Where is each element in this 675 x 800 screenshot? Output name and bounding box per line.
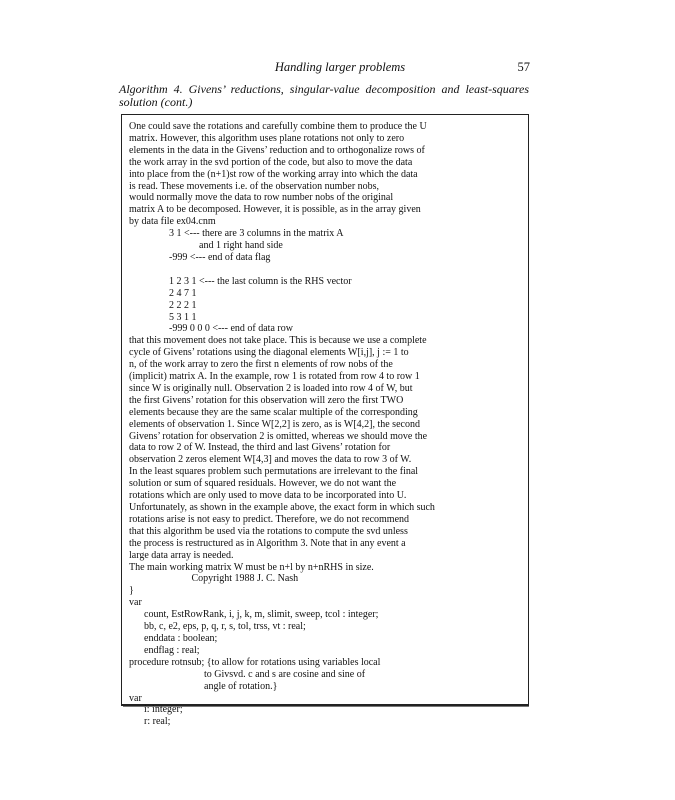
code-line: 2 2 2 1 [129, 299, 197, 311]
page-number: 57 [517, 60, 530, 74]
code-line: 1 2 3 1 <--- the last column is the RHS vector [129, 275, 352, 287]
code-line: cycle of Givens’ rotations using the diagonal elements W[i,j], j := 1 to [129, 347, 409, 359]
code-line: to Givsvd. c and s are cosine and sine of [129, 668, 366, 680]
code-line: (implicit) matrix A. In the example, row 1 is rotated from row 4 to row 1 [129, 371, 420, 383]
code-line: In the least squares problem such permutations are irrelevant to the final [129, 466, 419, 478]
code-listing [129, 121, 524, 728]
code-line: bb, c, e2, eps, p, q, r, s, tol, trss, vt : real; [129, 621, 306, 633]
code-line: elements of observation 1. Since W[2,2] is zero, as is W[4,2], the second [129, 418, 420, 430]
code-line: rotations arise is not easy to predict. Therefore, we do not recommend [129, 513, 410, 525]
code-line: the process is restructured as in Algorithm 3. Note that in any event a [129, 537, 406, 549]
code-line: elements because they are the same scalar multiple of the corresponding [129, 406, 418, 418]
code-line: by data file ex04.cnm [129, 216, 216, 228]
code-line: solution or sum of squared residuals. However, we do not want the [129, 478, 397, 490]
code-line: var [129, 597, 142, 609]
code-line: the work array in the svd portion of the code, but also to move the data [129, 156, 413, 168]
code-line: -999 <--- end of data flag [129, 251, 271, 263]
code-line: Givens’ rotation for observation 2 is omitted, whereas we should move the [129, 430, 428, 442]
code-line: One could save the rotations and carefully combine them to produce the U [129, 121, 427, 132]
code-line: Unfortunately, as shown in the example above, the exact form in which such [129, 502, 435, 513]
code-line: matrix A to be decomposed. However, it is possible, as in the array given [129, 204, 421, 216]
code-line: is read. These movements i.e. of the observation number nobs, [129, 180, 380, 192]
code-line: r: real; [129, 716, 171, 728]
algorithm-caption: Algorithm 4. Givens’ reductions, singular-value decomposition and least-squares solution (cont.) [119, 82, 529, 109]
code-line: procedure rotnsub; {to allow for rotations using variables local [129, 656, 381, 668]
code-line: data to row 2 of W. Instead, the third and last Givens’ rotation for [129, 442, 391, 454]
code-line: Copyright 1988 J. C. Nash [129, 573, 299, 585]
code-line: would normally move the data to row number nobs of the original [129, 192, 394, 204]
code-line: that this algorithm be used via the rotations to compute the svd unless [129, 525, 408, 537]
running-title: Handling larger problems [274, 60, 406, 74]
code-line: that this movement does not take place. This is because we use a complete [129, 335, 427, 347]
code-line: -999 0 0 0 <--- end of data row [129, 323, 293, 335]
code-line: n, of the work array to zero the first n elements of row nobs of the [129, 359, 393, 371]
code-line: } [129, 585, 134, 597]
code-line: count, EstRowRank, i, j, k, m, slimit, sweep, tcol : integer; [129, 609, 379, 621]
code-line: var [129, 692, 142, 704]
code-line: rotations which are only used to move data to be incorporated into U. [129, 490, 407, 502]
code-line: enddata : boolean; [129, 632, 218, 644]
code-line: 5 3 1 1 [129, 311, 197, 323]
code-line: observation 2 zeros element W[4,3] and moves the data to row 3 of W. [129, 454, 412, 466]
code-line: 2 4 7 1 [129, 287, 197, 299]
code-line: The main working matrix W must be n+l by n+nRHS in size. [129, 561, 374, 573]
code-line: endflag : real; [129, 644, 200, 656]
code-line: i: integer; [129, 704, 183, 716]
code-line: since W is originally null. Observation 2 is loaded into row 4 of W, but [129, 382, 413, 394]
code-line: elements in the data in the Givens’ reduction and to orthogonalize rows of [129, 144, 425, 156]
code-line: large data array is needed. [129, 549, 234, 561]
code-line: into place from the (n+1)st row of the working array into which the data [129, 168, 418, 180]
code-line: 3 1 <--- there are 3 columns in the matrix A [129, 228, 344, 240]
code-line: and 1 right hand side [129, 240, 283, 252]
code-line: angle of rotation.} [129, 680, 278, 692]
code-line: matrix. However, this algorithm uses plane rotations not only to zero [129, 132, 405, 144]
code-line: the first Givens’ rotation for this observation will zero the first TWO [129, 394, 404, 406]
